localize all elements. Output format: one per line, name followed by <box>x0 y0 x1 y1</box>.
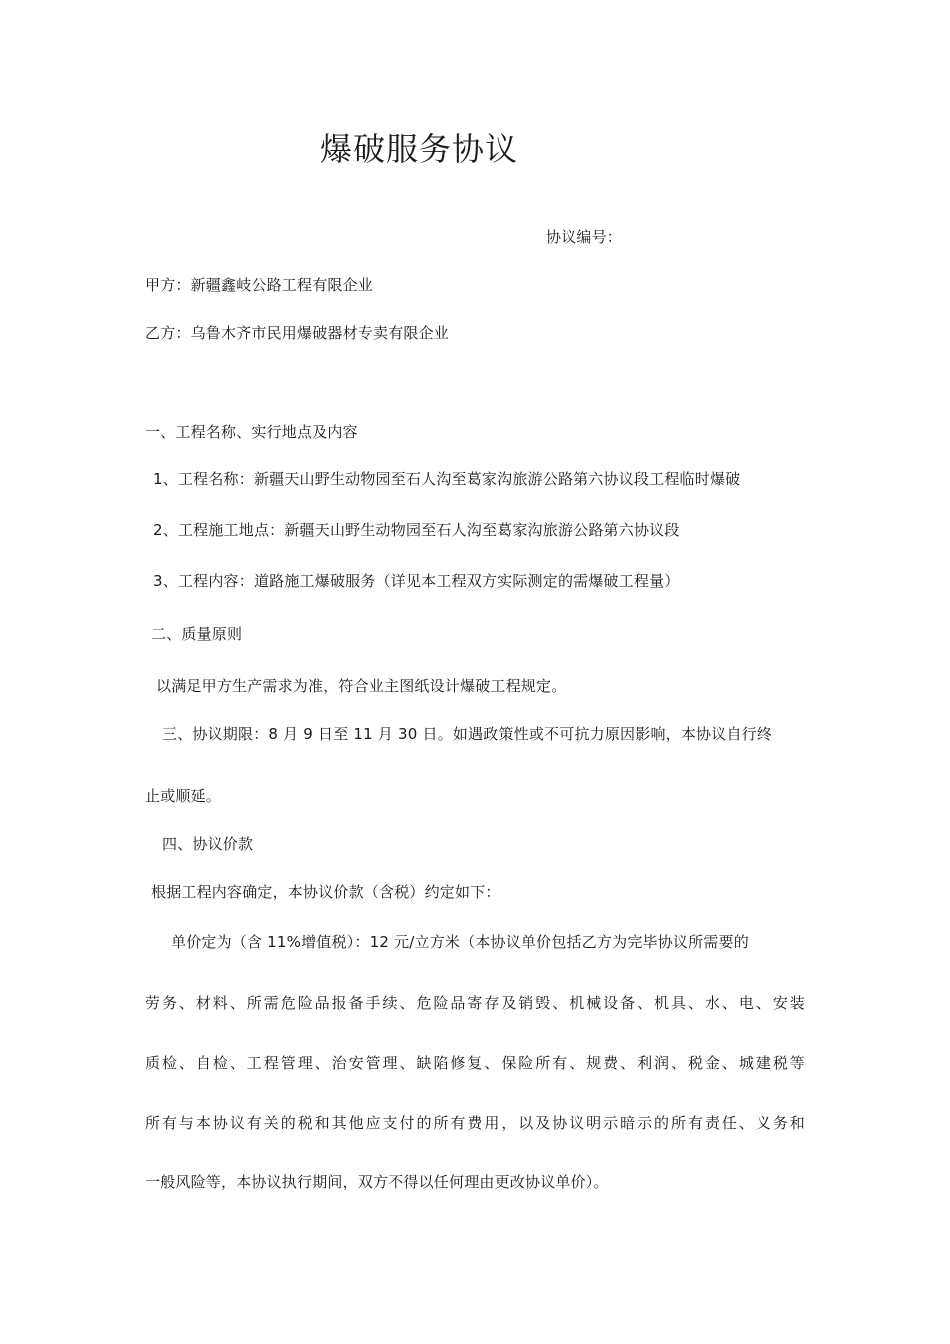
party-a: 甲方：新疆鑫岐公路工程有限企业 <box>145 276 374 294</box>
section-1-heading: 一、工程名称、实行地点及内容 <box>145 423 358 441</box>
section-4-heading: 四、协议价款 <box>162 835 254 853</box>
section-4-intro: 根据工程内容确定，本协议价款（含税）约定如下： <box>151 883 501 901</box>
section-2-body: 以满足甲方生产需求为准，符合业主图纸设计爆破工程规定。 <box>156 677 567 695</box>
agreement-number-label: 协议编号： <box>546 228 623 246</box>
section-1-item-2: 2、工程施工地点：新疆天山野生动物园至石人沟至葛家沟旅游公路第六协议段 <box>153 521 680 539</box>
section-2-heading: 二、质量原则 <box>151 625 243 643</box>
price-line-2: 劳务、材料、所需危险品报备手续、危险品寄存及销毁、机械设备、机具、水、电、安装 <box>145 994 805 1012</box>
price-line-4: 所有与本协议有关的税和其他应支付的所有费用，以及协议明示暗示的所有责任、义务和 <box>145 1114 805 1132</box>
party-b: 乙方：乌鲁木齐市民用爆破器材专卖有限企业 <box>145 324 450 342</box>
section-3-line-1: 三、协议期限：8 月 9 日至 11 月 30 日。如遇政策性或不可抗力原因影响，本协议自行终 <box>162 725 773 743</box>
section-3-line-2: 止或顺延。 <box>145 787 222 805</box>
section-1-item-3: 3、工程内容：道路施工爆破服务（详见本工程双方实际测定的需爆破工程量） <box>153 572 680 590</box>
price-line-5: 一般风险等，本协议执行期间，双方不得以任何理由更改协议单价）。 <box>145 1173 609 1191</box>
section-1-item-1: 1、工程名称：新疆天山野生动物园至石人沟至葛家沟旅游公路第六协议段工程临时爆破 <box>153 470 741 488</box>
price-line-3: 质检、自检、工程管理、治安管理、缺陷修复、保险所有、规费、利润、税金、城建税等 <box>145 1054 805 1072</box>
price-line-1: 单价定为（含 11%增值税）：12 元/立方米（本协议单价包括乙方为完毕协议所需要的 <box>171 933 749 951</box>
document-title: 爆破服务协议 <box>320 130 519 168</box>
